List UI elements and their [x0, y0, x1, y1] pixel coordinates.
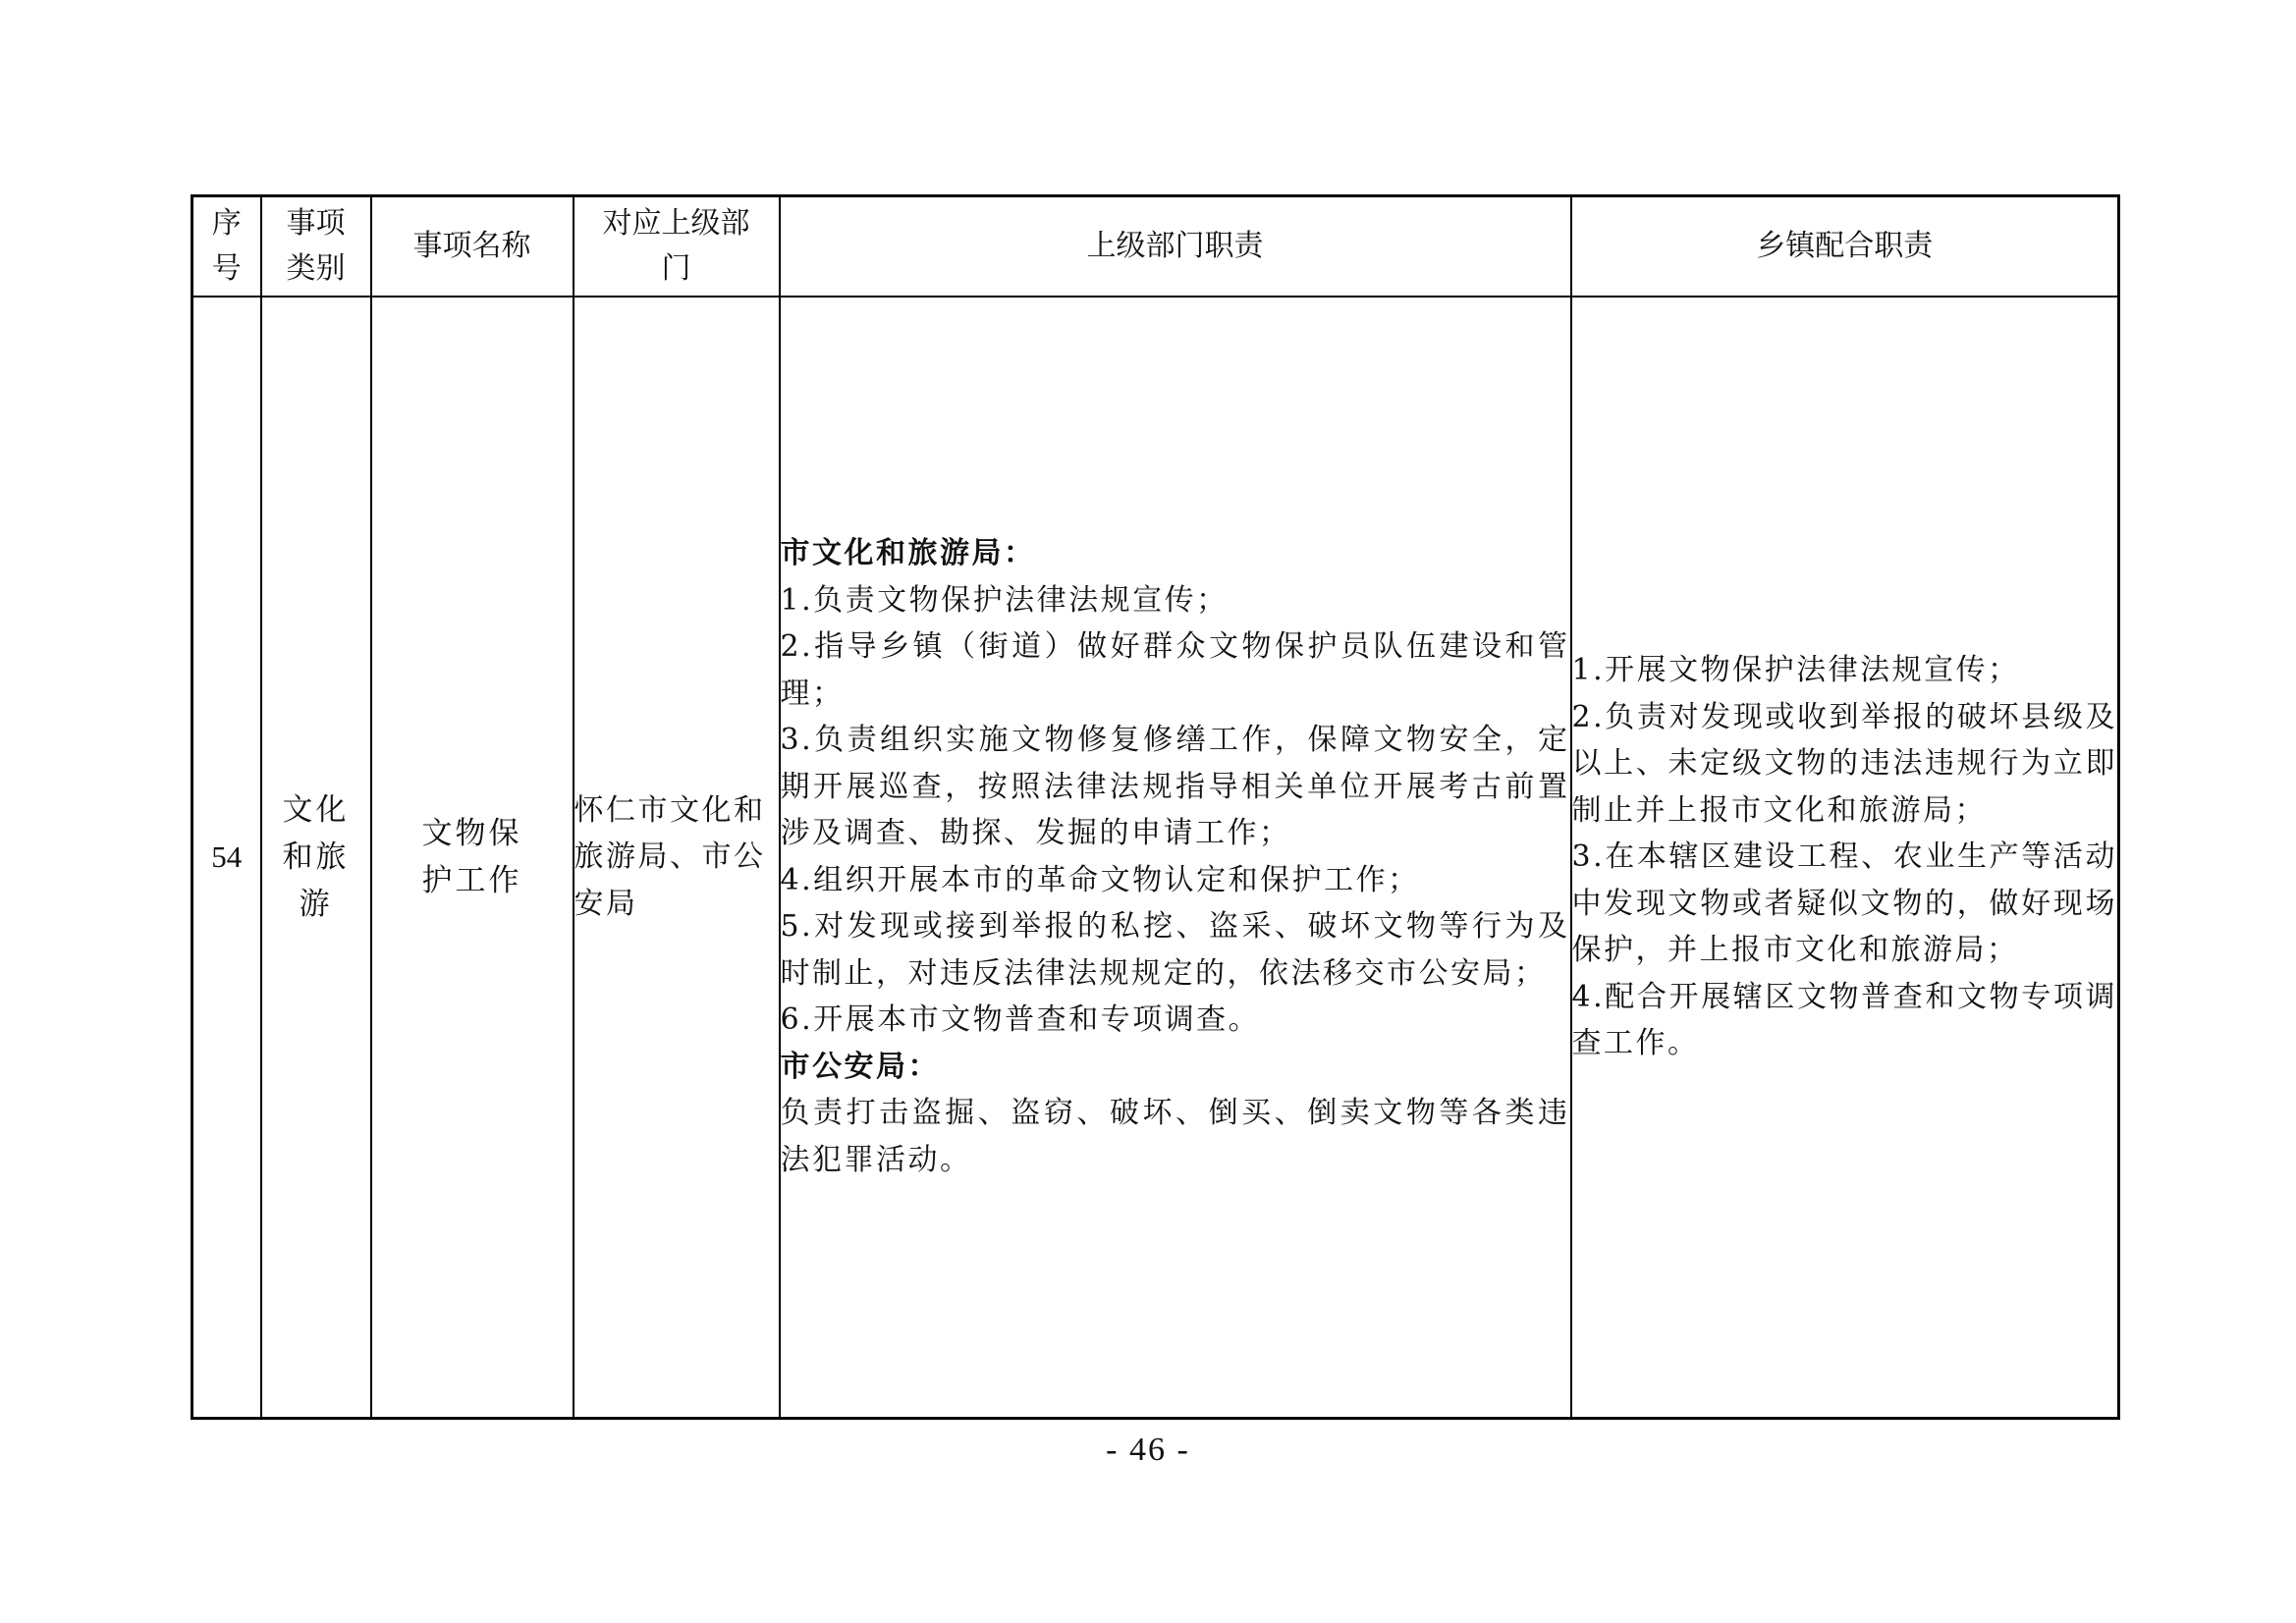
cell-town-duty [1571, 297, 2119, 1419]
header-row [192, 196, 2119, 297]
upper-duty-item: 2.指导乡镇（街道）做好群众文物保护员队伍建设和管理； [780, 629, 1570, 711]
upper-duty-item: 5.对发现或接到举报的私挖、盗采、破坏文物等行为及时制止，对违反法律法规规定的，依法移交市公安局； [780, 909, 1570, 991]
cell-category: 文化和旅游 [261, 297, 371, 1419]
upper-duty-dept-head: 市文化和旅游局： [780, 536, 1036, 571]
upper-duty-item: 3.负责组织实施文物修复修缮工作，保障文物安全，定期开展巡查，按照法律法规指导相关单位开展考古前置涉及调查、勘探、发掘的申请工作； [780, 723, 1570, 851]
upper-duty-item: 6.开展本市文物普查和专项调查。 [780, 1002, 1261, 1038]
town-duty-item: 1.开展文物保护法律法规宣传； [1571, 653, 2020, 687]
page-number: - 46 - [1106, 1432, 1190, 1468]
cell-upper-duty [780, 297, 1571, 1419]
header-seq: 序号 [192, 196, 261, 297]
cell-seq: 54 [192, 297, 261, 1419]
header-upper-duty: 上级部门职责 [780, 196, 1571, 297]
cell-name: 文物保护工作 [371, 297, 574, 1419]
upper-duty-police-text: 负责打击盗掘、盗窃、破坏、倒买、倒卖文物等各类违法犯罪活动。 [780, 1096, 1570, 1177]
header-dept: 对应上级部门 [574, 196, 780, 297]
town-duty-item: 2.负责对发现或收到举报的破坏县级及以上、未定级文物的违法违规行为立即制止并上报市文化和旅游局； [1571, 699, 2117, 828]
header-town-duty: 乡镇配合职责 [1571, 196, 2119, 297]
table-row [192, 297, 2119, 1419]
town-duty-item: 3.在本辖区建设工程、农业生产等活动中发现文物或者疑似文物的，做好现场保护，并上报市文化和旅游局； [1571, 839, 2117, 967]
town-duty-item: 4.配合开展辖区文物普查和文物专项调查工作。 [1571, 979, 2117, 1060]
header-category: 事项类别 [261, 196, 371, 297]
cell-dept: 怀仁市文化和旅游局、市公安局 [574, 297, 780, 1419]
duty-table [191, 194, 2120, 1420]
upper-duty-police-head: 市公安局： [780, 1049, 940, 1084]
upper-duty-item: 1.负责文物保护法律法规宣传； [780, 582, 1229, 618]
header-name: 事项名称 [371, 196, 574, 297]
upper-duty-item: 4.组织开展本市的革命文物认定和保护工作； [780, 862, 1420, 897]
